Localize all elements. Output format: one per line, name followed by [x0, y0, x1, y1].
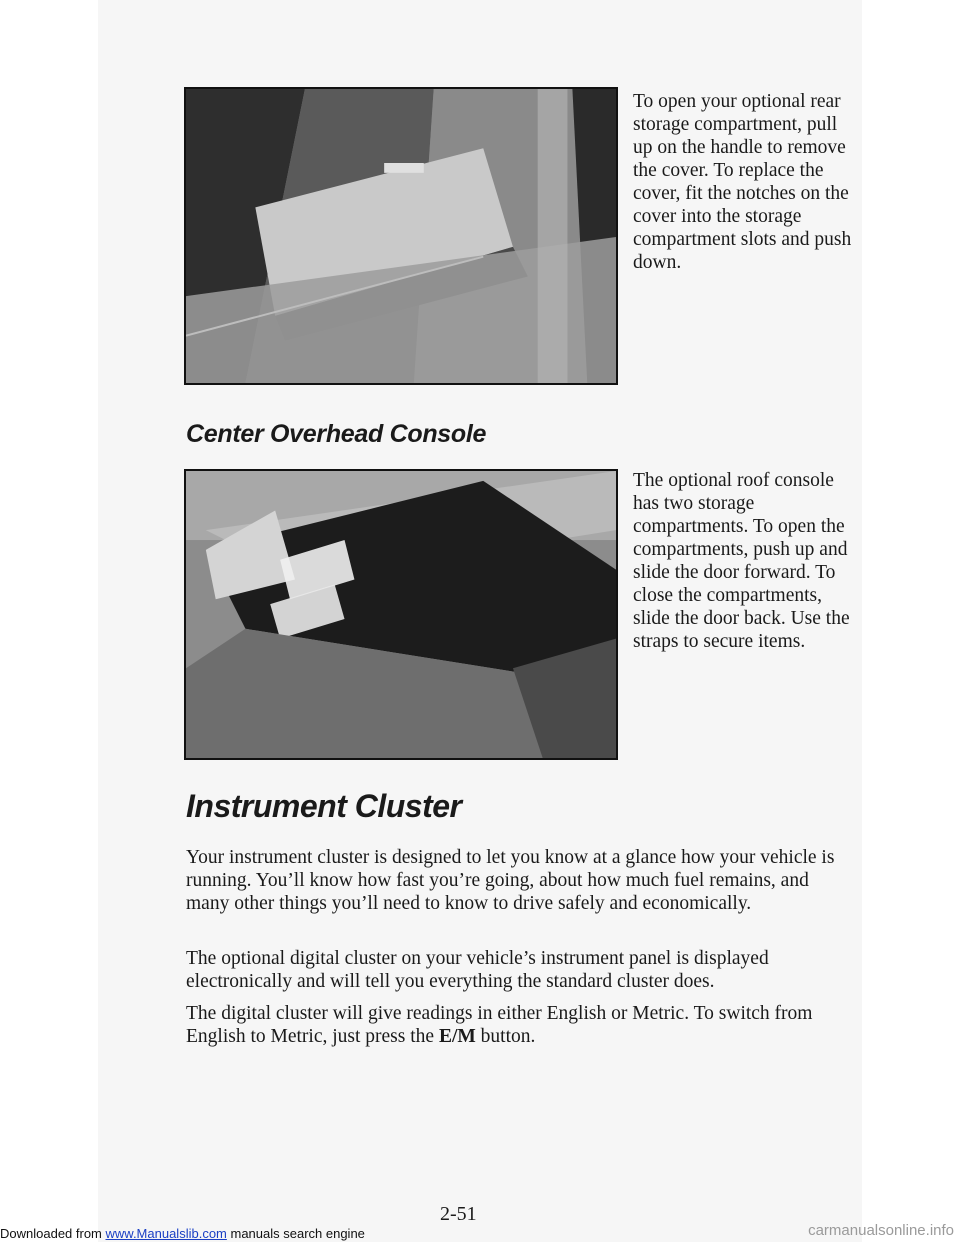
rear-storage-description: To open your optional rear storage compartment, pull up on the handle to remove the cover. To replace the cover, fit the notches on the cover into the storage compartment slots and push down. [633, 91, 852, 273]
overhead-console-photo [184, 469, 618, 760]
overhead-console-description: The optional roof console has two storage compartments. To open the compartments, push up and slide the door forward. To close the compartments, slide the door back. Use the straps to secure items. [633, 470, 850, 652]
manualslib-link[interactable]: www.Manualslib.com [105, 1226, 227, 1241]
download-banner [0, 1226, 365, 1241]
em-button-label: E/M [438, 1026, 476, 1047]
banner-suffix: manuals search engine [226, 1226, 365, 1241]
rear-storage-photo [184, 87, 618, 385]
paragraph-3-text: The digital cluster will give readings in either English or Metric. To switch from English to Metric, just press the [186, 1003, 813, 1047]
instrument-cluster-heading: Instrument Cluster [186, 788, 462, 824]
instrument-cluster-paragraph-3 [186, 1002, 836, 1048]
page-number: 2-51 [440, 1203, 477, 1225]
instrument-cluster-paragraph-2: The optional digital cluster on your vehicle’s instrument panel is displayed electronically and will tell you everything the standard cluster does. [186, 948, 769, 992]
watermark: carmanualsonline.info [808, 1222, 954, 1239]
instrument-cluster-paragraph-1: Your instrument cluster is designed to let you know at a glance how your vehicle is running. You’ll know how fast you’re going, about how much fuel remains, and many other things you’ll need to know to drive safely and economically. [186, 847, 835, 914]
center-overhead-console-heading: Center Overhead Console [186, 420, 487, 448]
paragraph-3-end: button. [475, 1026, 536, 1047]
banner-prefix: Downloaded from [0, 1226, 106, 1241]
